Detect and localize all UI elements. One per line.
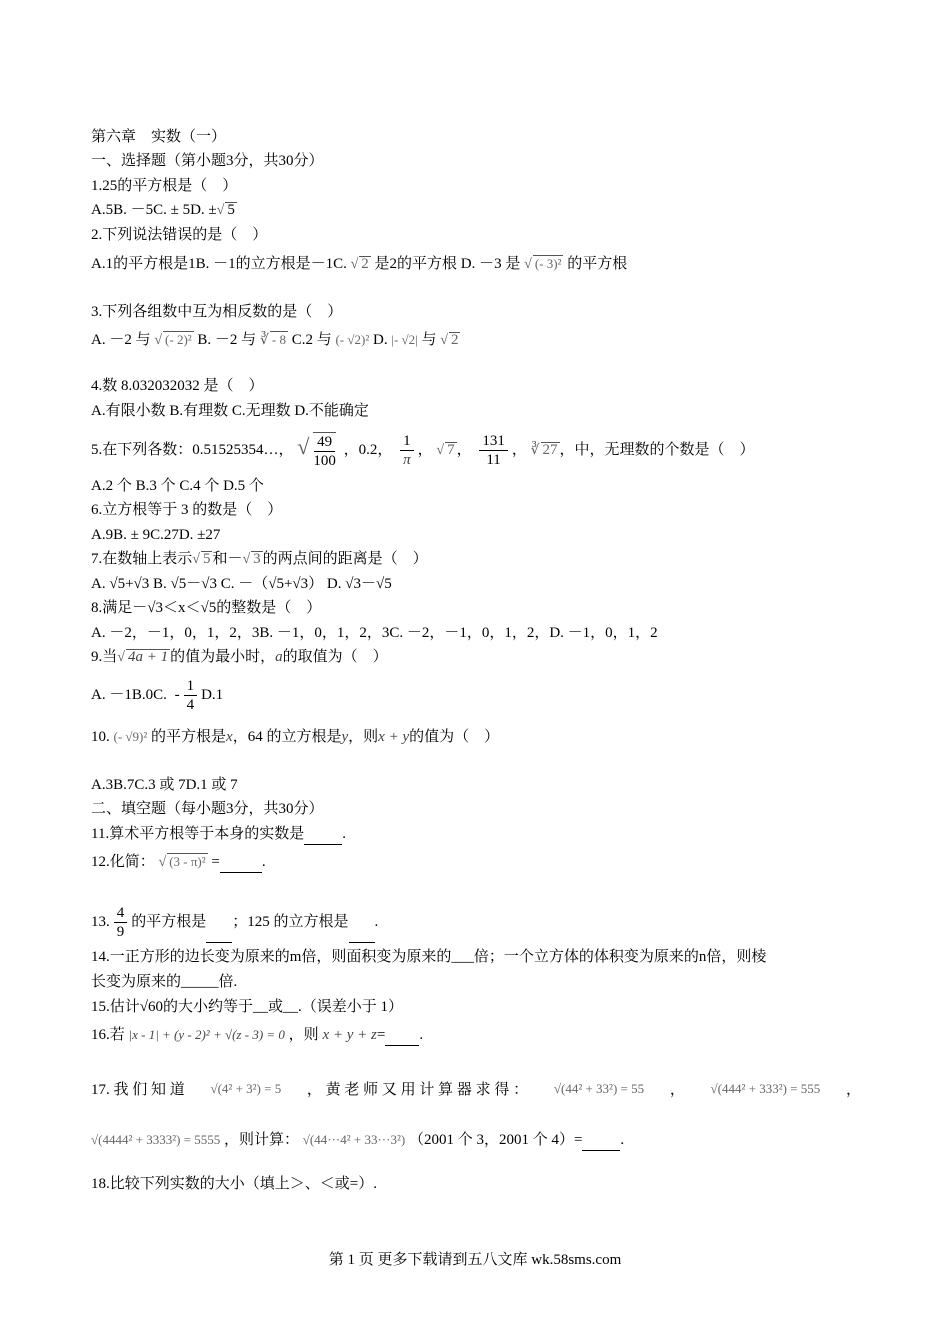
- q17-expr-2: √(44² + 33²) = 55: [553, 1080, 645, 1096]
- q2-text-a: A.1的平方根是1B. －1的立方根是－1C.: [91, 256, 347, 272]
- q3-text-c: C.2 与: [291, 332, 332, 348]
- q2-radicand-1: 2: [361, 256, 369, 272]
- q17-expr-3: √(444² + 333²) = 555: [710, 1080, 821, 1096]
- q7-radicand-3: 3: [253, 551, 261, 567]
- sqrt-icon: √: [350, 257, 359, 272]
- section-fill-heading: 二、填空题（每小题3分，共30分）: [91, 801, 324, 817]
- q13-text-mid2: ；125 的立方根是: [232, 914, 349, 930]
- q3-text-d: D.: [373, 332, 388, 348]
- question-9-options: A. －1B.0C. - $\frac{1}{4}$ D.1: [91, 678, 224, 714]
- q17-text-d: （2001 个 3，2001 个 4）=: [408, 1132, 583, 1148]
- question-5: 5.在下列各数：0.51525354…， √ $\frac{49}{100}$ ，0.2， $\frac{1}{\pi}$ ， √ 7 ， $\frac{131}{11}$ ， ∛ 27 ，中，无理数的个数是（ ）: [91, 433, 755, 469]
- q3-text-a: A. －2 与: [91, 332, 151, 348]
- sqrt-icon: √: [158, 855, 167, 870]
- sqrt-icon: √: [154, 333, 163, 348]
- q5-f3-numerator: 131: [479, 432, 508, 451]
- q13-denominator: 9: [116, 924, 125, 941]
- question-17-line-1: 17. 我 们 知 道 √(4² + 3²) = 5 ， 黄 老 师 又 用 计 算 器 求 得 ： √(44² + 33²) = 55 ， √(444² + 333²) = 555 ，: [91, 1078, 861, 1099]
- q16-end: .: [419, 1027, 424, 1043]
- q9-variable: a: [275, 649, 283, 665]
- answer-blank: [220, 852, 262, 873]
- q13-fraction: [114, 904, 128, 941]
- question-10: [91, 727, 499, 747]
- q9-text-pre: 9.当: [91, 649, 118, 665]
- q5-radicand-7: 7: [447, 442, 455, 458]
- question-16: [91, 1025, 423, 1046]
- sqrt-icon: √: [117, 650, 125, 665]
- q5-f3-denominator: 11: [486, 452, 501, 469]
- q10-x: x: [226, 729, 233, 745]
- q5-radicand-27: 27: [542, 442, 558, 458]
- q3-radicand-b: - 8: [271, 332, 286, 347]
- question-3-options: [91, 330, 460, 351]
- q16-text-pre: 16.若: [91, 1027, 125, 1043]
- question-8-options: A. －2，－1，0，1，2，3B. －1，0，1，2，3C. －2，－1，0，1，2，D. －1，0，1，2: [91, 625, 658, 641]
- q10-y: y: [341, 729, 349, 745]
- question-1: 1.25的平方根是（ ）: [91, 178, 238, 194]
- q3-radicand-e: 2: [450, 332, 459, 348]
- q17-expr-4: √(4444² + 3333²) = 5555: [91, 1132, 221, 1147]
- q3-expr-d: |- √2|: [391, 332, 418, 347]
- q12-radicand: (3 - π)²: [169, 854, 206, 869]
- answer-blank: [206, 902, 232, 943]
- q10-text-mid1: 的平方根是: [151, 729, 227, 745]
- question-1-options: [91, 200, 237, 221]
- q5-text-post: ，中，无理数的个数是（ ）: [559, 442, 755, 458]
- cube-root-icon: ∛: [530, 443, 540, 458]
- q2-text-b: 是2的平方根 D. －3 是: [374, 256, 521, 272]
- q16-eq: =: [376, 1027, 386, 1043]
- q13-text-pre: 13.: [91, 914, 110, 930]
- question-12: [91, 852, 266, 873]
- q9-options-a: A. －1B.0C.: [91, 687, 167, 703]
- q1-radicand: 5: [227, 202, 235, 218]
- q5-fraction-2: [400, 432, 414, 469]
- q17-expr-5: √(44···4² + 33···3²): [302, 1132, 406, 1147]
- q10-text-mid2: ，64 的立方根是: [232, 729, 342, 745]
- question-18: 18.比较下列实数的大小（填上＞、＜或=）.: [91, 1176, 377, 1192]
- question-17-line-2: [91, 1130, 624, 1151]
- sqrt-icon: √: [192, 552, 200, 567]
- question-10-options: A.3B.7C.3 或 7D.1 或 7: [91, 777, 238, 793]
- page-footer: 第 1 页 更多下载请到五八文库 wk.58sms.com: [328, 1252, 622, 1268]
- q9-numerator: 1: [184, 677, 198, 696]
- sqrt-icon: √: [440, 333, 448, 348]
- question-7: [91, 549, 428, 570]
- question-5-options: A.2 个 B.3 个 C.4 个 D.5 个: [91, 478, 264, 494]
- question-7-options: A. √5+√3 B. √5－√3 C. －（√5+√3） D. √3－√5: [91, 576, 392, 592]
- question-4: 4.数 8.032032032 是（ ）: [91, 378, 264, 394]
- q3-radicand-a: (- 2)²: [165, 332, 192, 347]
- q11-text: 11.算术平方根等于本身的实数是: [91, 826, 305, 842]
- sqrt-icon: √: [436, 443, 445, 458]
- section-choice-heading: 一、选择题（第小题3分，共30分）: [91, 153, 324, 169]
- q5-text-mid1: ，0.2，: [343, 442, 393, 458]
- cube-root-icon: ∛: [259, 333, 269, 348]
- question-14-line-2: 长变为原来的_____倍.: [91, 974, 238, 990]
- q2-radicand-2: (- 3)²: [534, 256, 562, 271]
- q16-expression: |x - 1| + (y - 2)² + √(z - 3) = 0: [128, 1027, 285, 1042]
- q17-expr-1: √(4² + 3²) = 5: [210, 1080, 282, 1096]
- q12-end: .: [261, 854, 266, 870]
- q3-text-e: 与: [421, 332, 437, 348]
- sqrt-icon: √: [297, 434, 310, 459]
- q7-radicand-5: 5: [202, 551, 211, 567]
- q12-text: 12.化简：: [91, 854, 155, 870]
- answer-blank: [582, 1130, 620, 1151]
- q10-x-plus-y: x + y: [378, 729, 410, 745]
- question-2: 2.下列说法错误的是（ ）: [91, 227, 268, 243]
- q7-text-post: 的两点间的距离是（ ）: [262, 551, 428, 567]
- q10-text-pre: 10.: [91, 729, 110, 745]
- chapter-title: 第六章 实数（一）: [91, 129, 227, 145]
- question-8: 8.满足－√3＜x＜√5的整数是（ ）: [91, 600, 322, 616]
- q9-fraction: [184, 677, 198, 714]
- q16-text-mid: ，则: [288, 1027, 319, 1043]
- q17-text-a: 17. 我 们 知 道: [91, 1082, 185, 1098]
- question-3: 3.下列各组数中互为相反数的是（ ）: [91, 304, 343, 320]
- q17-end: .: [620, 1132, 625, 1148]
- q9-options-b: D.1: [201, 687, 224, 703]
- q5-f2-denominator: π: [403, 452, 411, 469]
- question-15: 15.估计√60的大小约等于__或__.（误差小于 1）: [91, 999, 403, 1015]
- q9-radicand: 4a + 1: [127, 649, 169, 665]
- q5-f1-denominator: 100: [313, 452, 336, 469]
- q9-denominator: 4: [186, 697, 195, 714]
- question-11: [91, 824, 346, 845]
- question-9: [91, 647, 388, 668]
- q5-f2-numerator: 1: [400, 432, 414, 451]
- sqrt-icon: √: [524, 257, 532, 272]
- q5-fraction-1: [313, 432, 336, 470]
- question-13: [91, 902, 378, 943]
- answer-blank: [304, 824, 342, 845]
- q12-eq: =: [211, 854, 220, 870]
- q5-f1-numerator: 49: [314, 433, 335, 452]
- question-14-line-1: 14.一正方形的边长变为原来的m倍，则面积变为原来的___倍；一个立方体的体积变为原来的n倍，则棱: [91, 949, 767, 965]
- q9-text-post: 的取值为（ ）: [282, 649, 388, 665]
- question-2-options: [91, 254, 627, 275]
- q17-text-b: ， 黄 老 师 又 用 计 算 器 求 得 ：: [306, 1082, 529, 1098]
- q10-text-post: 的值为（ ）: [409, 729, 500, 745]
- q5-fraction-3: [479, 432, 508, 469]
- q13-end: .: [374, 914, 379, 930]
- q5-text-pre: 5.在下列各数：0.51525354…，: [91, 442, 294, 458]
- q1-options-text: A.5B. －5C. ± 5D. ±: [91, 202, 217, 218]
- sqrt-icon: √: [216, 203, 225, 218]
- q17-text-c: ，则计算：: [224, 1132, 300, 1148]
- q10-text-mid3: ，则: [348, 729, 379, 745]
- q9-text-mid: 的值为最小时，: [170, 649, 276, 665]
- q13-numerator: 4: [114, 904, 128, 923]
- q16-xyz: x + y + z: [322, 1027, 377, 1043]
- q3-text-b: B. －2 与: [197, 332, 257, 348]
- question-4-options: A.有限小数 B.有理数 C.无理数 D.不能确定: [91, 403, 369, 419]
- q7-text-pre: 7.在数轴上表示: [91, 551, 193, 567]
- answer-blank: [385, 1025, 419, 1046]
- q2-text-c: 的平方根: [567, 256, 628, 272]
- q13-text-mid: 的平方根是: [131, 914, 207, 930]
- sqrt-icon: √: [242, 552, 251, 567]
- q7-text-mid: 和－: [212, 551, 243, 567]
- question-6: 6.立方根等于 3 的数是（ ）: [91, 502, 283, 518]
- q3-expr-c: (- √2)²: [335, 332, 370, 347]
- q10-expr: (- √9)²: [113, 729, 148, 744]
- q11-end: .: [342, 826, 346, 842]
- answer-blank: [349, 902, 375, 943]
- question-6-options: A.9B. ± 9C.27D. ±27: [91, 527, 221, 543]
